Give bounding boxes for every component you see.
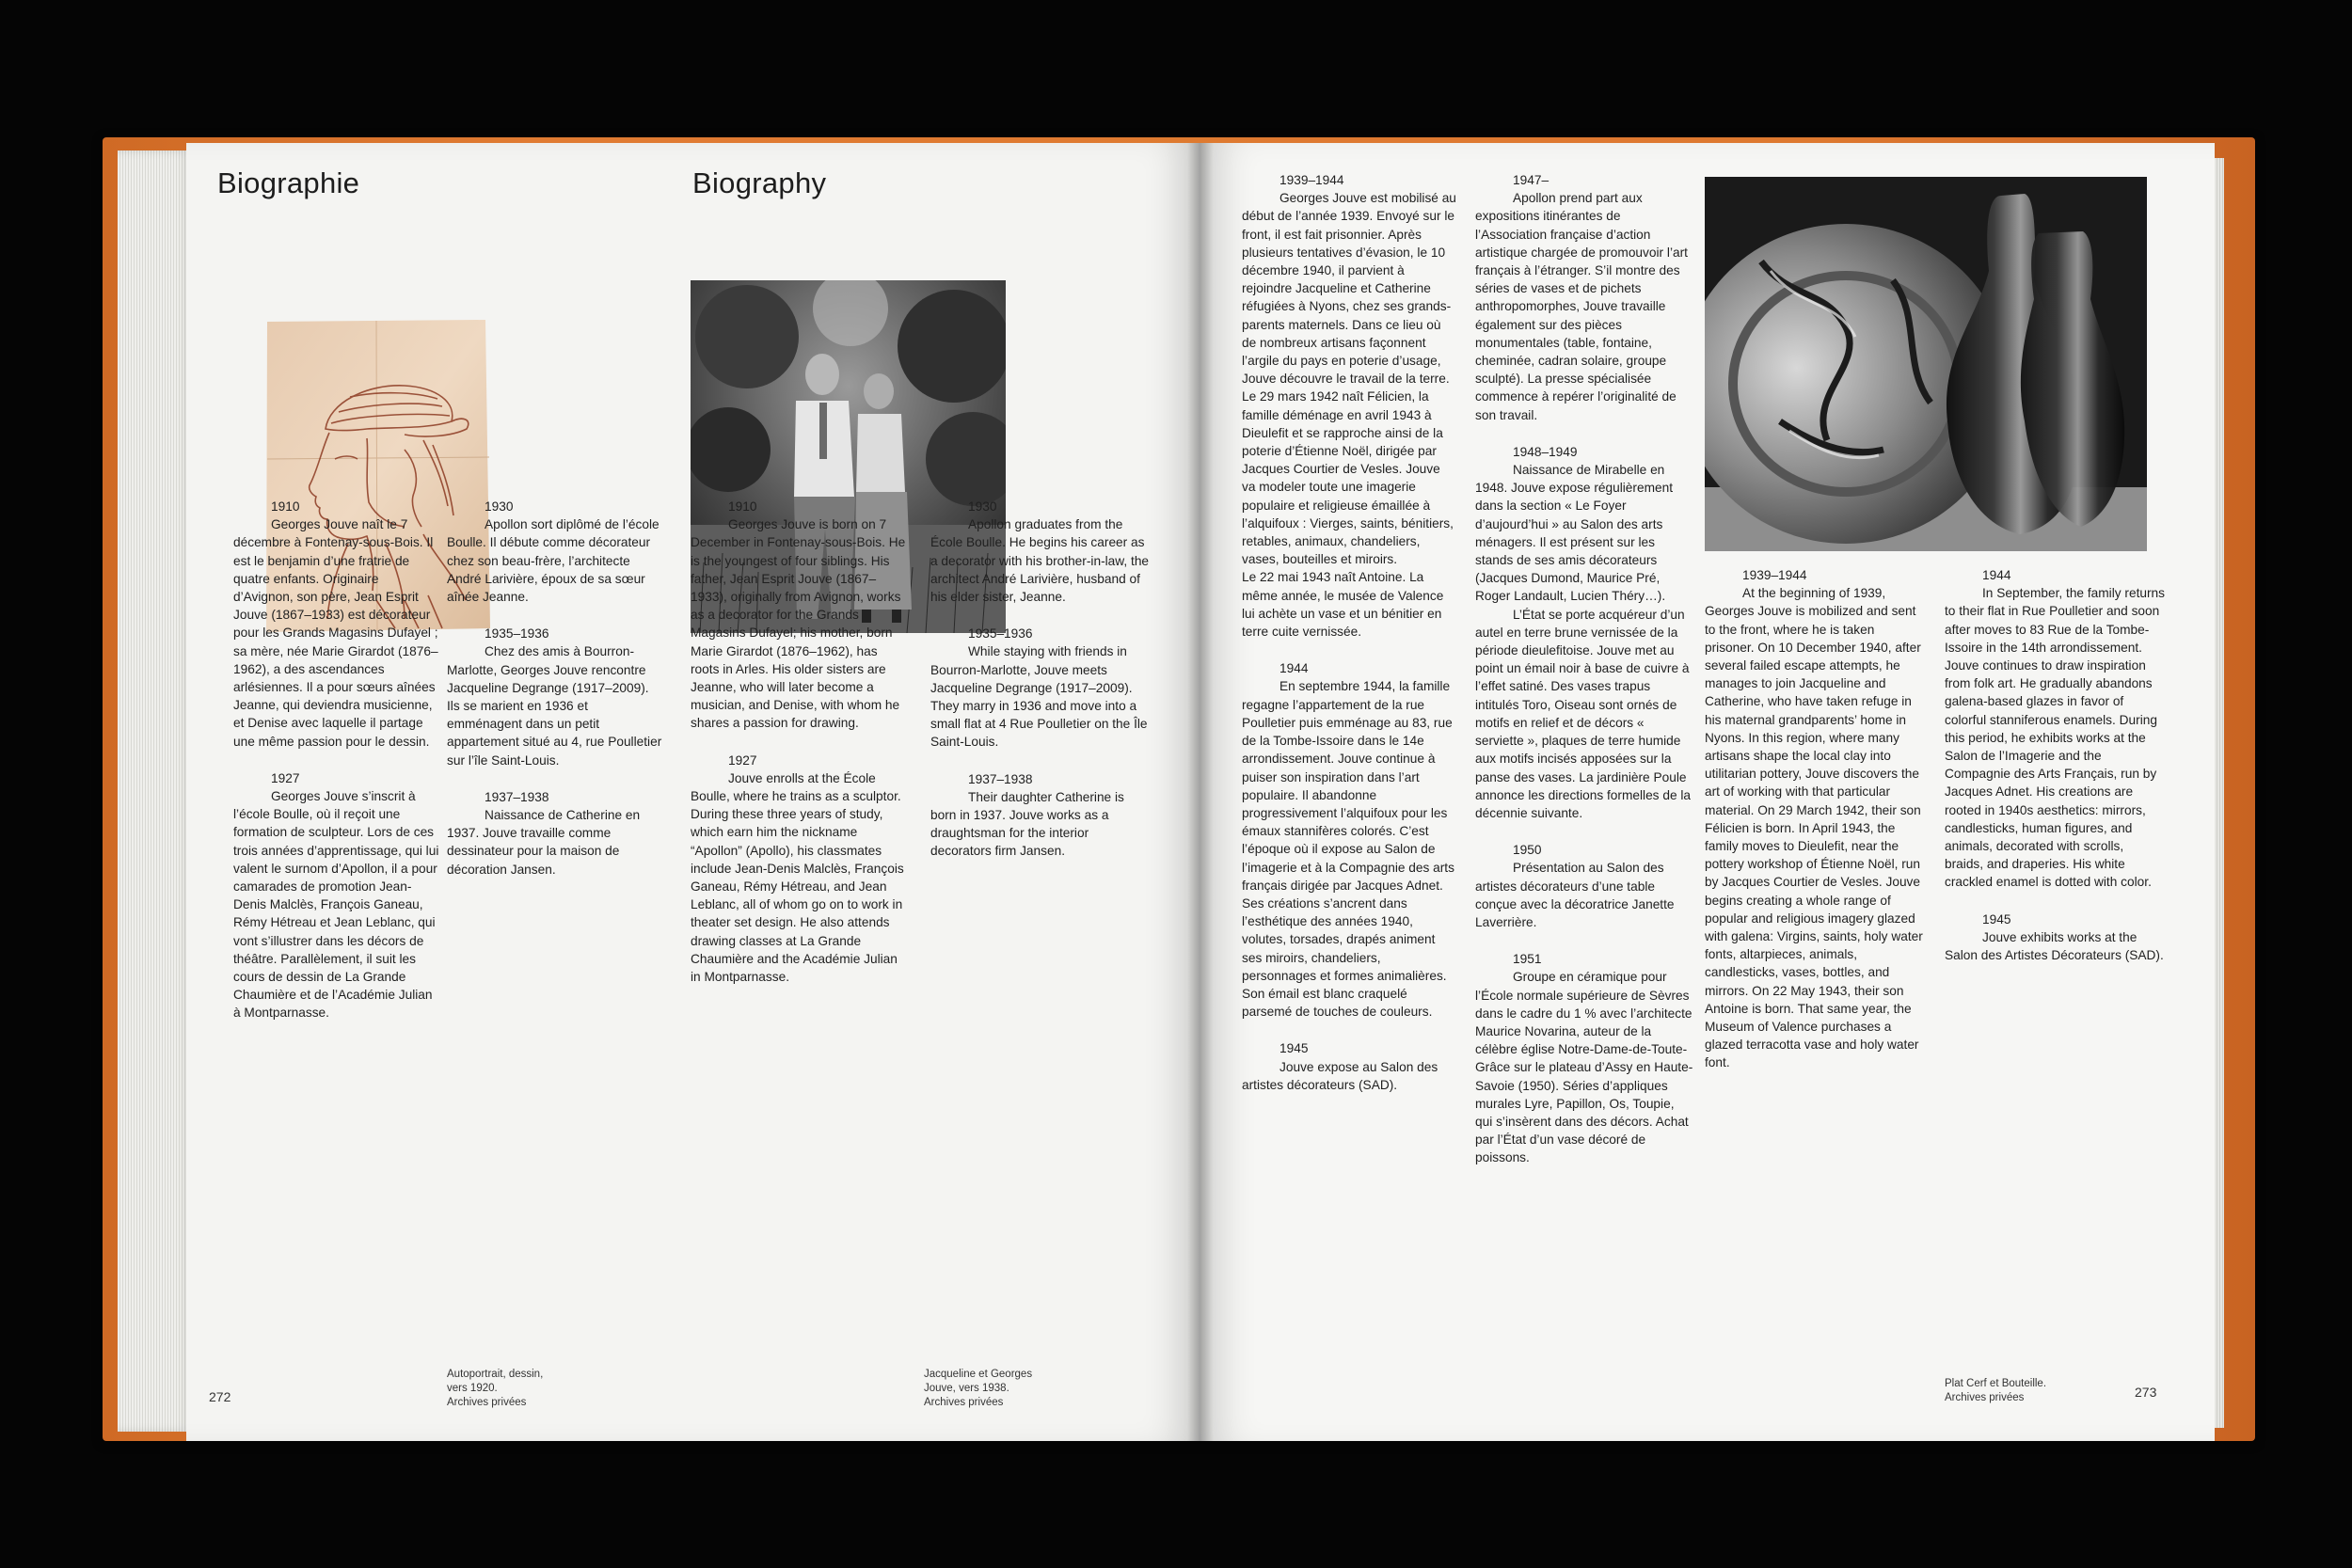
right-page <box>1200 143 2215 1441</box>
en-year-1937: 1937–1938 <box>968 771 1033 786</box>
en-column-2-right <box>1945 566 2166 983</box>
fr-entry-1939-extra: Le 22 mai 1943 naît Antoine. La même année, le musée de Valence lui achète un vase et un bénitier en terre cuite vernissée. <box>1242 570 1444 640</box>
fr-year-1937: 1937–1938 <box>485 789 549 804</box>
fr-entry-1948: Naissance de Mirabelle en 1948. Jouve expose régulièrement dans la section « Le Foyer d’aujourd’hui » au Salon des arts ménagers. Il est présent sur les stands de ses amis décorateurs (Jacques Dumond, Maurice Pré, Roger Landault, Lucien Théry…). <box>1475 463 1674 604</box>
en-entry-1910: Georges Jouve is born on 7 December in Fontenay-sous-Bois. He is the youngest of four siblings. His father, Jean Esprit Jouve (1867–1933), originally from Avignon, works as a decorator for the Grands Magasins Dufayel; his mother, born Marie Girardot (1876–1962), has roots in Arles. His older sisters are Jeanne, who will later become a musician, and Denise, with whom he shares a passion for drawing. <box>691 517 906 731</box>
fr-year-1944: 1944 <box>1279 661 1309 676</box>
en-entry-1937: Their daughter Catherine is born in 1937. Jouve works as a draughtsman for the interior decorators firm Jansen. <box>930 789 1124 859</box>
ceramics-photo <box>1705 177 2147 551</box>
left-page <box>186 143 1200 1441</box>
en-entry-1930: Apollon graduates from the École Boulle. He begins his career as a decorator with his brother-in-law, the architect André Larivière, husband of his elder sister, Jeanne. <box>930 517 1150 605</box>
en-year-1930: 1930 <box>968 499 997 514</box>
en-entry-1927: Jouve enrolls at the École Boulle, where he trains as a sculptor. During these three years of study, which earn him the nickname “Apollon” (Apollo), his classmates include Jean-Denis Malclès, François Ganeau, Rémy Hétreau, and Jean Leblanc, all of whom go on to work in theater set design. He also attends drawing classes at La Grande Chaumière and the Académie Julian in Montparnasse. <box>691 770 904 985</box>
page-number-left: 272 <box>209 1389 231 1404</box>
fr-year-1947: 1947– <box>1513 173 1549 187</box>
fr-column-1 <box>233 498 440 1041</box>
caption-ceramics: Plat Cerf et Bouteille. Archives privées <box>1945 1378 2047 1403</box>
en-entry-1939: At the beginning of 1939, Georges Jouve is mobilized and sent to the front, where he is taken prisoner. On 10 December 1940, after several failed escape attempts, he manages to join Jacqueline and Catherine, who have taken refuge in his maternal grandparents’ home in Nyons. In this region, where many artisans shape the local clay into utilitarian pottery, Jouve discovers the art of working with that particular material. On 29 March 1942, their son Félicien is born. In April 1943, the family moves to Dieulefit, near the pottery workshop of Étienne Noël, run by Jacques Courtier de Vesles. Jouve begins creating a whole range of popular and religious imagery glazed with galena: Virgins, saints, holy water fonts, altarpieces, animals, candlesticks, vases, bottles, and mirrors. On 22 May 1943, their son Antoine is born. That same year, the Museum of Valence purchases a glazed terracotta vase and holy water font. <box>1705 586 1923 1070</box>
fr-entry-1948-extra: L’État se porte acquéreur d’un autel en terre brune vernissée de la période dieulefitoise. Jouve met au point un émail noir à base de cuivre à l’effet satiné. Des vases trapus intitulés Toro, Oiseau sont ornés de motifs en relief et de décors « serviette », plaques de terre humide aux motifs incisés apposées sur la panse des vases. La jardinière Poule annonce les directions formelles de la décennie suivante. <box>1475 607 1692 820</box>
title-fr: Biographie <box>217 166 360 199</box>
fr-year-1930: 1930 <box>485 499 514 514</box>
en-entry-1944: In September, the family returns to their flat in Rue Poulletier and soon after moves to 83 Rue de la Tombe-Issoire in the 14th arrondissement. Jouve continues to draw inspiration from folk art. He gradually abandons galena-based glazes in favor of colorful stanniferous enamels. During this period, he exhibits works at the Salon de l’Imagerie and the Compagnie des Arts Français, run by Jacques Adnet. His creations are rooted in 1940s aesthetics: mirrors, candlesticks, human figures, and animals, decorated with scrolls, braids, and draperies. His white crackled enamel is dotted with color. <box>1945 586 2165 890</box>
en-year-1939: 1939–1944 <box>1742 568 1807 582</box>
fr-entry-1950: Présentation au Salon des artistes décorateurs d’une table conçue avec la décoratrice Janette Laverrière. <box>1475 861 1675 929</box>
caption-drawing: Autoportrait, dessin, vers 1920. Archives privées <box>447 1369 544 1408</box>
fr-year-1950: 1950 <box>1513 843 1542 858</box>
fr-year-1948: 1948–1949 <box>1513 444 1578 459</box>
fr-entry-1939: Georges Jouve est mobilisé au début de l’année 1939. Envoyé sur le front, il est fait prisonnier. Après plusieurs tentatives d’évasion, le 10 décembre 1940, il parvient à rejoindre Jacqueline et Catherine réfugiées à Nyons, chez ses grands-parents maternels. Dans ce lieu où de nombreux artisans façonnent l’argile du pays en poterie d’usage, Jouve découvre le travail de la terre. Le 29 mars 1942 naît Félicien, la famille déménage en avril 1943 à Dieulefit et se rapproche ainsi de la poterie d’Étienne Noël, dirigée par Jacques Courtier de Vesles. Jouve va modeler toute une imagerie populaire et religieuse émaillée à l’alquifoux : Vierges, saints, bénitiers, retables, animaux, chandeliers, vases, bouteilles et miroirs. <box>1242 191 1456 567</box>
fr-entry-1937: Naissance de Catherine en 1937. Jouve travaille comme dessinateur pour la maison de décoration Jansen. <box>447 808 641 877</box>
en-year-1945: 1945 <box>1982 911 2011 927</box>
fr-year-1945: 1945 <box>1279 1041 1309 1056</box>
fr-column-2 <box>447 498 663 897</box>
fr-entry-1910: Georges Jouve naît le 7 décembre à Fontenay-sous-Bois. Il est le benjamin d’une fratrie de quatre enfants. Originaire d’Avignon, son père, Jean Esprit Jouve (1867–1933) est décorateur pour les Grands Magasins Dufayel ; sa mère, née Marie Girardot (1876–1962), a des ascendances arlésiennes. Il a pour sœurs aînées Jeanne, qui deviendra musicienne, et Denise avec laquelle il partage une même passion pour le dessin. <box>233 517 438 749</box>
fr-entry-1935: Chez des amis à Bourron-Marlotte, Georges Jouve rencontre Jacqueline Degrange (1917–2009). Ils se marient en 1936 et emménagent dans un petit appartement situé au 4, rue Poulletier sur l’île Saint-Louis. <box>447 644 662 768</box>
fr-entry-1927: Georges Jouve s’inscrit à l’école Boulle, où il reçoit une formation de sculpteur. Lors de ces trois années d’apprentissage, qui lui valent le surnom d’Apollon, il a pour camarades de promotion Jean-Denis Malclès, François Ganeau, Rémy Hétreau et Jean Leblanc, qui vont s’illustrer dans les décors de théâtre. Parallèlement, il suit les cours de dessin de La Grande Chaumière et de l’Académie Julian à Montparnasse. <box>233 789 439 1021</box>
en-year-1935: 1935–1936 <box>968 626 1033 641</box>
fr-column-1-right <box>1242 171 1456 1113</box>
en-entry-1935: While staying with friends in Bourron-Marlotte, Jouve meets Jacqueline Degrange (1917–2009). They marry in 1936 and move into a small flat at 4 Rue Poulletier on the Île Saint-Louis. <box>930 644 1148 750</box>
page-number-right: 273 <box>2135 1385 2157 1400</box>
en-year-1944: 1944 <box>1982 568 2011 582</box>
en-column-2 <box>930 498 1152 879</box>
fr-entry-1945: Jouve expose au Salon des artistes décorateurs (SAD). <box>1242 1059 1438 1092</box>
fr-year-1951: 1951 <box>1513 952 1542 967</box>
caption-photo: Jacqueline et Georges Jouve, vers 1938. Archives privées <box>924 1369 1033 1408</box>
fr-entry-1930: Apollon sort diplômé de l’école Boulle. Il débute comme décorateur chez son beau-frère, l’architecte André Larivière, époux de sa sœur aînée Jeanne. <box>447 517 660 605</box>
en-entry-1945: Jouve exhibits works at the Salon des Artistes Décorateurs (SAD). <box>1945 929 2164 963</box>
fr-column-2-right <box>1475 171 1693 1186</box>
fr-year-1935: 1935–1936 <box>485 626 549 641</box>
fr-year-1927: 1927 <box>271 770 300 785</box>
fr-year-1910: 1910 <box>271 499 300 514</box>
en-column-1 <box>691 498 907 1005</box>
fr-entry-1947: Apollon prend part aux expositions itinérantes de l’Association française d’action artistique chargée de promouvoir l’art français à l’étranger. S’il montre des séries de vases et de pichets anthropomorphes, Jouve travaille également sur des pièces monumentales (table, fontaine, cheminée, cadran solaire, groupe sculpté). La presse spécialisée commence à repérer l’originalité de son travail. <box>1475 191 1688 422</box>
title-en: Biography <box>692 166 827 199</box>
fr-entry-1944: En septembre 1944, la famille regagne l’appartement de la rue Poulletier puis emménage au 83, rue de la Tombe-Issoire dans le 14e arrondissement. Jouve continue à puiser son inspiration dans l’art populaire. Il abandonne progressivement l’alquifoux pour les émaux stannifères colorés. C’est l’époque où il expose au Salon de l’imagerie et à la Compagnie des arts français dirigée par Jacques Adnet. Ses créations s’ancrent dans l’esthétique des années 1940, volutes, torsades, drapés animent ses miroirs, chandeliers, personnages et formes animalières. Son émail est blanc craquelé parsemé de touches de couleurs. <box>1242 679 1454 1020</box>
fr-entry-1951: Groupe en céramique pour l’École normale supérieure de Sèvres dans le cadre du 1 % avec l’architecte Maurice Novarina, auteur de la célèbre église Notre-Dame-de-Toute-Grâce sur le plateau d’Assy en Haute-Savoie (1950). Séries d’appliques murales Lyre, Papillon, Os, Toupie, qui s’insèrent dans des décors. Achat par l’État d’un vase décoré de poissons. <box>1475 970 1693 1165</box>
fr-year-1939: 1939–1944 <box>1279 173 1344 187</box>
en-column-1-right <box>1705 566 1923 1091</box>
page-edges-left <box>118 150 193 1432</box>
en-year-1910: 1910 <box>728 499 757 514</box>
en-year-1927: 1927 <box>728 752 757 768</box>
